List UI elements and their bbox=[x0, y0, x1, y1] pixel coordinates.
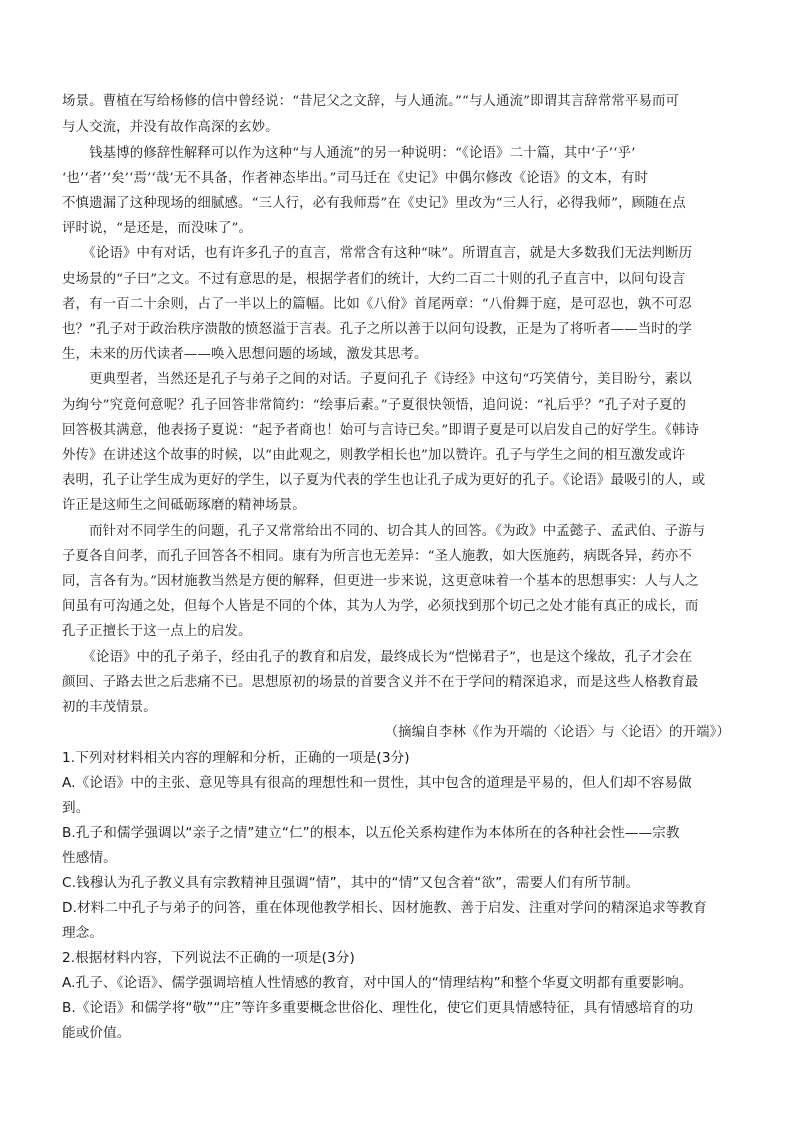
passage-line: 许正是这师生之间砥砺琢磨的精神场景。 bbox=[62, 498, 306, 513]
answer-option: 性感情。 bbox=[62, 850, 117, 866]
passage-line: 生，未来的历代读者——唤入思想问题的场域，激发其思考。 bbox=[62, 347, 428, 362]
answer-option: C.钱穆认为孔子教义具有宗教精神且强调“情”，其中的“情”又包含着“欲”，需要人们有所节制。 bbox=[62, 875, 640, 891]
answer-option: B.《论语》和儒学将“敬”“庄”等许多重要概念世俗化、理性化，使它们更具情感特征，具有情感培育的功 bbox=[62, 1000, 694, 1016]
answer-option: 到。 bbox=[62, 800, 90, 816]
passage-line: 同，言各有为。”因材施教当然是方便的解释，但更进一步来说，这更意味着一个基本的思想事实：人与人之 bbox=[62, 574, 699, 589]
passage-line: 《论语》中有对话，也有许多孔子的直言，常常含有这种“味”。所谓直言，就是大多数我们无法判断历 bbox=[62, 246, 693, 261]
passage-line: 《论语》中的孔子弟子，经由孔子的教育和启发，最终成长为“恺悌君子”，也是这个缘故，孔子才会在 bbox=[62, 650, 693, 665]
answer-option: 理念。 bbox=[62, 925, 104, 941]
passage-line: 回答极其满意，他表扬子夏说：“起予者商也！始可与言诗已矣。”即谓子夏是可以启发自己的好学生。《韩诗 bbox=[62, 423, 699, 438]
passage-line: 不慎遗漏了这种现场的细腻感。“三人行，必有我师焉”在《史记》里改为“三人行，必得我师”，顾随在点 bbox=[62, 196, 686, 211]
answer-option: B.孔子和儒学强调以“亲子之情”建立“仁”的根本，以五伦关系构建作为本体所在的各种社会性——宗教 bbox=[62, 825, 680, 841]
passage-line: 间虽有可沟通之处，但每个人皆是不同的个体，其为人为学，必须找到那个切己之处才能有真正的成长，而 bbox=[62, 599, 699, 614]
question-stem: 2.根据材料内容，下列说法不正确的一项是(3分) bbox=[62, 950, 355, 966]
passage-line: ‘也’‘者’‘矣’‘焉’‘哉’无不具备，作者神态毕出。”司马迁在《史记》中偶尔修改《论语》的文本，有时 bbox=[62, 171, 648, 186]
passage-line: 颜回、子路去世之后悲痛不已。思想原初的场景的首要含义并不在于学问的精深追求，而是这些人格教育最 bbox=[62, 675, 699, 690]
answer-option: A.《论语》中的主张、意见等具有很高的理想性和一贯性，其中包含的道理是平易的，但人们却不容易做 bbox=[62, 775, 692, 791]
passage-line: 孔子正擅长于这一点上的启发。 bbox=[62, 624, 252, 639]
answer-option: D.材料二中孔子与弟子的问答，重在体现他教学相长、因材施教、善于启发、注重对学问的精深追求等教育 bbox=[62, 900, 707, 916]
passage-line: 与人交流，并没有故作高深的玄妙。 bbox=[62, 120, 279, 135]
passage-line: 者，有一百二十余则，占了一半以上的篇幅。比如《八佾》首尾两章：“八佾舞于庭，是可忍也，孰不可忍 bbox=[62, 297, 692, 312]
answer-option: 能或价值。 bbox=[62, 1025, 131, 1041]
answer-option: A.孔子、《论语》、儒学强调培植人性情感的教育，对中国人的“情理结构”和整个华夏文明都有重要影响。 bbox=[62, 975, 693, 991]
passage-line: 钱基博的修辞性解释可以作为这种“与人通流”的另一种说明：“《论语》二十篇，其中‘子’‘乎’ bbox=[62, 146, 636, 161]
passage-line: 外传》在讲述这个故事的时候，以“由此观之，则教学相长也”加以赞许。孔子与学生之间的相互激发或许 bbox=[62, 448, 686, 463]
passage-line: 子夏各自问孝，而孔子回答各不相同。康有为所言也无差异：“圣人施教，如大医施药，病既各异，药亦不 bbox=[62, 549, 692, 564]
passage-line: 更典型者，当然还是孔子与弟子之间的对话。子夏问孔子《诗经》中这句“巧笑倩兮，美目盼兮，素以 bbox=[62, 372, 692, 387]
passage-line: 也？”孔子对于政治秩序溃散的愤怒溢于言表。孔子之所以善于以问句设教，正是为了将听者——当时的学 bbox=[62, 322, 692, 337]
passage-line: 表明，孔子让学生成为更好的学生，以子夏为代表的学生也让孔子成为更好的孔子。《论语》最吸引的人，或 bbox=[62, 473, 706, 488]
passage-line: 场景。曹植在写给杨修的信中曾经说：“昔尼父之文辞，与人通流。”“与人通流”即谓其言辞常常平易而可 bbox=[62, 94, 680, 109]
passage-line: 而针对不同学生的问题，孔子又常常给出不同的、切合其人的回答。《为政》中孟懿子、孟武伯、子游与 bbox=[62, 524, 706, 539]
passage-line: 评时说，“是还是，而没味了”。 bbox=[62, 221, 253, 236]
source-citation: （摘编自李林《作为开端的〈论语〉与〈论语〉的开端》） bbox=[384, 725, 730, 740]
passage-line: 史场景的“子曰”之文。不过有意思的是，根据学者们的统计，大约二百二十则的孔子直言中，以问句设言 bbox=[62, 272, 686, 287]
passage-line: 为绚兮”究竟何意呢？孔子回答非常简约：“绘事后素。”子夏很快领悟，追问说：“礼后乎？”孔子对子夏的 bbox=[62, 398, 687, 413]
question-stem: 1.下列对材料相关内容的理解和分析，正确的一项是(3分) bbox=[62, 750, 410, 766]
passage-line: 初的丰茂情景。 bbox=[62, 700, 157, 715]
